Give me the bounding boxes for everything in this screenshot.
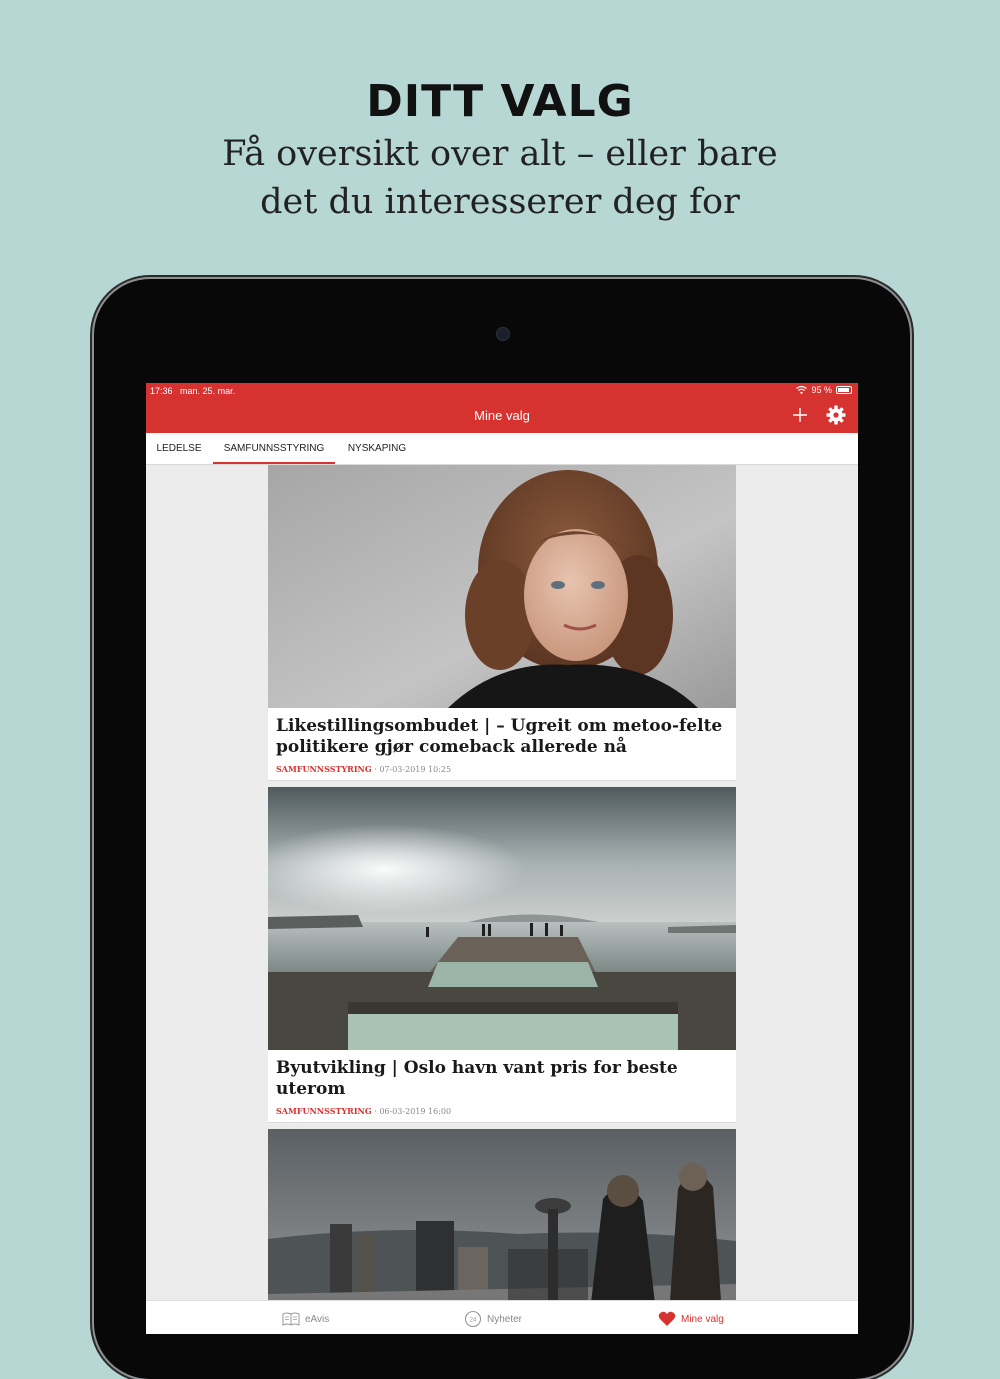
article-image-harbor: [268, 787, 736, 1050]
bottom-navigation: [146, 1300, 858, 1334]
nav-mine-valg[interactable]: [658, 1310, 724, 1328]
gear-icon: [826, 405, 846, 425]
tab-bar: [146, 433, 858, 465]
promo-subtitle: [0, 130, 1000, 226]
wifi-icon: [796, 386, 807, 394]
svg-text:24: 24: [469, 1317, 477, 1324]
nav-nyheter[interactable]: [464, 1310, 522, 1328]
newspaper-icon: [282, 1312, 300, 1326]
battery-percentage: 95 %: [811, 385, 832, 395]
article-card[interactable]: [268, 787, 736, 1123]
app-screen: [146, 383, 858, 1334]
article-title[interactable]: Byutvikling | Oslo havn vant pris for beste uterom: [276, 1058, 678, 1099]
clock-24-icon: [464, 1310, 482, 1328]
tab-ledelse[interactable]: LEDELSE: [156, 443, 202, 454]
battery-icon: [836, 386, 852, 394]
tab-samfunnsstyring[interactable]: SAMFUNNSSTYRING: [213, 433, 335, 464]
promo-title: DITT VALG: [366, 76, 634, 127]
article-feed: [268, 465, 736, 1334]
article-timestamp: · 06-03-2019 16:00: [374, 1107, 452, 1116]
promo-subtitle-line-2: det du interesserer deg for: [260, 182, 740, 222]
status-bar-right: [796, 385, 852, 395]
nav-eavis-label: eAvis: [305, 1313, 330, 1325]
nav-nyheter-label: Nyheter: [487, 1313, 523, 1325]
article-meta: [276, 1106, 728, 1116]
nav-eavis[interactable]: [282, 1310, 329, 1328]
article-timestamp: · 07-03-2019 10:25: [374, 765, 452, 774]
status-time: 17:36: [150, 386, 173, 396]
article-meta: [276, 764, 728, 774]
article-title[interactable]: Likestillingsombudet | – Ugreit om metoo-felte politikere gjør comeback allerede nå: [276, 716, 723, 757]
status-date: man. 25. mar.: [180, 386, 236, 396]
settings-button[interactable]: [826, 405, 846, 425]
article-image-city-view: [268, 1129, 736, 1329]
app-bar: [146, 383, 858, 433]
plus-icon: [793, 408, 807, 422]
tab-nyskaping[interactable]: NYSKAPING: [347, 443, 407, 454]
status-bar-time: [150, 386, 235, 396]
nav-mine-valg-label: Mine valg: [681, 1313, 724, 1325]
article-image-portrait: [268, 465, 736, 708]
heart-icon: [658, 1311, 676, 1327]
article-category: SAMFUNNSSTYRING: [276, 764, 372, 774]
app-bar-title: Mine valg: [474, 408, 530, 423]
add-button[interactable]: [790, 403, 810, 427]
front-camera: [496, 327, 510, 341]
article-card[interactable]: [268, 465, 736, 781]
promo-subtitle-line-1: Få oversikt over alt – eller bare: [222, 134, 778, 174]
article-category: SAMFUNNSSTYRING: [276, 1106, 372, 1116]
